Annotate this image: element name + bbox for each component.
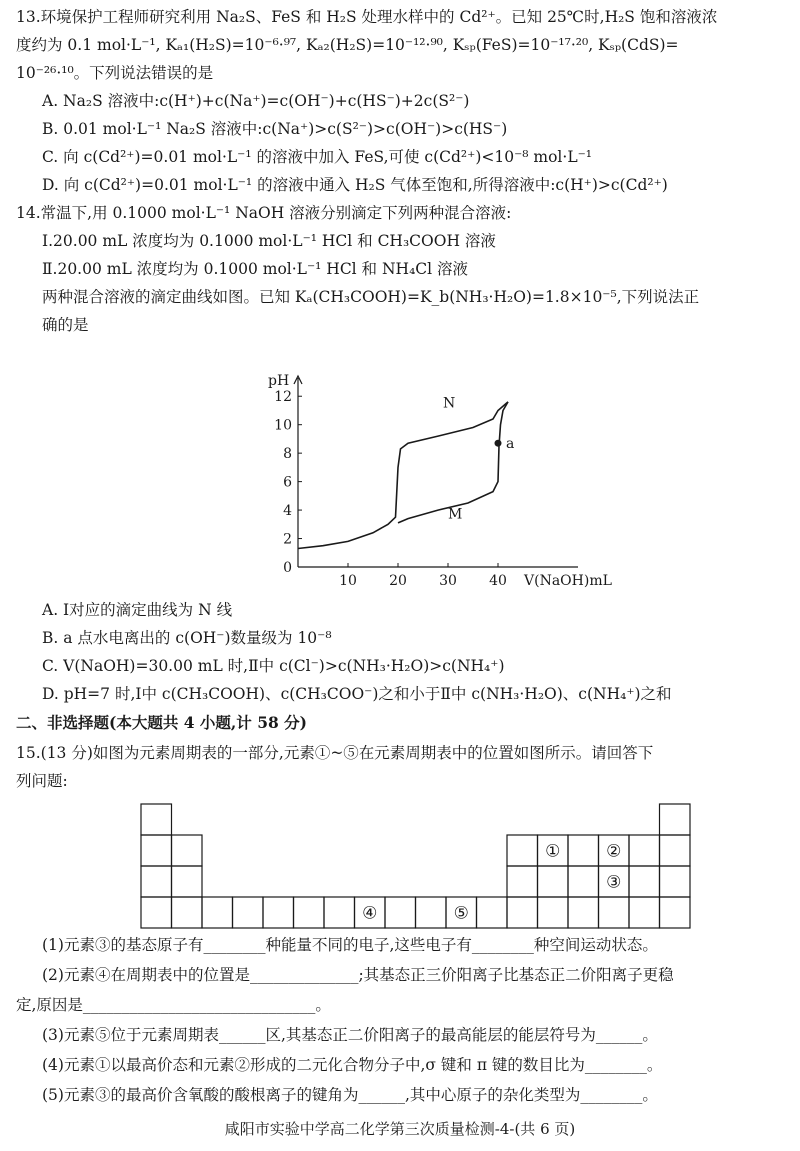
x-tick-label: 40 xyxy=(489,573,507,589)
pt-cell xyxy=(507,897,538,928)
pt-cell xyxy=(141,897,172,928)
q14-option-c: C. V(NaOH)=30.00 mL 时,Ⅱ中 c(Cl⁻)>c(NH₃·H₂O)>c(NH₄⁺) xyxy=(42,657,505,675)
q14-item-2: Ⅱ.20.00 mL 浓度均为 0.1000 mol·L⁻¹ HCl 和 NH₄Cl 溶液 xyxy=(42,260,469,278)
element-marker-2: ② xyxy=(606,841,622,862)
pt-cell xyxy=(477,897,508,928)
q13-option-d: D. 向 c(Cd²⁺)=0.01 mol·L⁻¹ 的溶液中通入 H₂S 气体至饱和,所得溶液中:c(H⁺)>c(Cd²⁺) xyxy=(42,176,668,194)
pt-cell xyxy=(660,897,691,928)
q14-stem-line-4: 两种混合溶液的滴定曲线如图。已知 Kₐ(CH₃COOH)=K_b(NH₃·H₂O)=1.8×10⁻⁵,下列说法正 xyxy=(42,288,700,306)
pt-cell xyxy=(172,835,203,866)
x-tick-label: 30 xyxy=(439,573,457,589)
y-tick-label: 8 xyxy=(283,446,292,463)
q15-part-1: (1)元素③的基态原子有________种能量不同的电子,这些电子有________种空间运动状态。 xyxy=(42,936,658,954)
q15-part-2b: 定,原因是______________________________。 xyxy=(16,996,331,1014)
pt-cell xyxy=(141,866,172,897)
q15-part-3: (3)元素⑤位于元素周期表______区,其基态正二价阳离子的最高能层的能层符号为______。 xyxy=(42,1026,658,1044)
pt-cell xyxy=(629,897,660,928)
pt-cell xyxy=(568,866,599,897)
pt-cell xyxy=(202,897,233,928)
q15-part-5: (5)元素③的最高价含氧酸的酸根离子的键角为______,其中心原子的杂化类型为________。 xyxy=(42,1086,658,1104)
q15-stem-line-1: 15.(13 分)如图为元素周期表的一部分,元素①~⑤在元素周期表中的位置如图所示。请回答下 xyxy=(16,744,654,762)
q15-part-4: (4)元素①以最高价态和元素②形成的二元化合物分子中,σ 键和 π 键的数目比为________。 xyxy=(42,1056,663,1074)
pt-cell xyxy=(660,804,691,835)
pt-cell xyxy=(568,897,599,928)
pt-cell xyxy=(568,835,599,866)
pt-cell xyxy=(385,897,416,928)
q14-item-1: Ⅰ.20.00 mL 浓度均为 0.1000 mol·L⁻¹ HCl 和 CH₃COOH 溶液 xyxy=(42,232,496,250)
pt-cell xyxy=(172,897,203,928)
q13-stem-line-3: 10⁻²⁶·¹⁰。下列说法错误的是 xyxy=(16,64,214,82)
element-marker-5: ⑤ xyxy=(453,903,469,924)
element-marker-3: ③ xyxy=(606,872,622,893)
section-heading: 二、非选择题(本大题共 4 小题,计 58 分) xyxy=(16,713,308,732)
q14-option-a: A. Ⅰ对应的滴定曲线为 N 线 xyxy=(42,601,233,619)
pt-cell xyxy=(629,866,660,897)
curve-label-M: M xyxy=(448,506,463,523)
q14-stem-line-1: 14.常温下,用 0.1000 mol·L⁻¹ NaOH 溶液分别滴定下列两种混合溶液: xyxy=(16,204,512,222)
pt-cell xyxy=(538,897,569,928)
y-tick-label: 10 xyxy=(274,417,292,434)
pt-cell xyxy=(416,897,447,928)
x-tick-label: 20 xyxy=(389,573,407,589)
q15-stem-line-2: 列问题: xyxy=(16,772,68,790)
pt-cell xyxy=(233,897,264,928)
q13-stem-line-2: 度约为 0.1 mol·L⁻¹, Kₐ₁(H₂S)=10⁻⁶·⁹⁷, Kₐ₂(H₂S)=10⁻¹²·⁹⁰, Kₛₚ(FeS)=10⁻¹⁷·²⁰, Kₛₚ(CdS)= xyxy=(16,36,679,54)
titration-curve-chart xyxy=(260,370,612,598)
page-footer: 咸阳市实验中学高二化学第三次质量检测-4-(共 6 页) xyxy=(224,1120,576,1138)
q14-stem-line-5: 确的是 xyxy=(42,316,89,334)
y-tick-label: 6 xyxy=(283,474,292,491)
pt-cell xyxy=(141,804,172,835)
y-tick-label: 12 xyxy=(274,389,292,406)
y-tick-label: 0 xyxy=(283,560,292,576)
periodic-table-fragment xyxy=(140,803,690,927)
pt-cell xyxy=(141,835,172,866)
q14-option-d: D. pH=7 时,Ⅰ中 c(CH₃COOH)、c(CH₃COO⁻)之和小于Ⅱ中 c(NH₃·H₂O)、c(NH₄⁺)之和 xyxy=(42,685,672,703)
curve-label-N: N xyxy=(443,395,456,412)
x-tick-label: 10 xyxy=(339,573,357,589)
pt-cell xyxy=(294,897,325,928)
pt-cell xyxy=(172,866,203,897)
q13-option-a: A. Na₂S 溶液中:c(H⁺)+c(Na⁺)=c(OH⁻)+c(HS⁻)+2c(S²⁻) xyxy=(42,92,470,110)
chart-axes xyxy=(294,376,578,567)
q15-part-2a: (2)元素④在周期表中的位置是______________;其基态正三价阳离子比基态正二价阳离子更稳 xyxy=(42,966,674,984)
q13-option-c: C. 向 c(Cd²⁺)=0.01 mol·L⁻¹ 的溶液中加入 FeS,可使 c(Cd²⁺)<10⁻⁸ mol·L⁻¹ xyxy=(42,148,593,166)
x-axis-label: V(NaOH)mL xyxy=(524,573,612,589)
curve-N xyxy=(298,402,508,549)
pt-cell xyxy=(538,866,569,897)
pt-cell xyxy=(263,897,294,928)
point-a-marker xyxy=(495,440,502,447)
y-axis-label: pH xyxy=(268,373,290,389)
pt-cell xyxy=(324,897,355,928)
pt-cell xyxy=(629,835,660,866)
q13-stem-line-1: 13.环境保护工程师研究利用 Na₂S、FeS 和 H₂S 处理水样中的 Cd²⁺。已知 25℃时,H₂S 饱和溶液浓 xyxy=(16,8,718,26)
point-a-label: a xyxy=(506,436,515,453)
pt-cell xyxy=(660,866,691,897)
element-marker-1: ① xyxy=(545,841,561,862)
y-tick-label: 4 xyxy=(283,503,292,520)
q13-option-b: B. 0.01 mol·L⁻¹ Na₂S 溶液中:c(Na⁺)>c(S²⁻)>c(OH⁻)>c(HS⁻) xyxy=(42,120,508,138)
pt-cell xyxy=(599,897,630,928)
pt-cell xyxy=(660,835,691,866)
pt-cell xyxy=(507,835,538,866)
y-tick-label: 2 xyxy=(283,531,292,548)
element-marker-4: ④ xyxy=(362,903,378,924)
pt-cell xyxy=(507,866,538,897)
q14-option-b: B. a 点水电离出的 c(OH⁻)数量级为 10⁻⁸ xyxy=(42,629,332,647)
